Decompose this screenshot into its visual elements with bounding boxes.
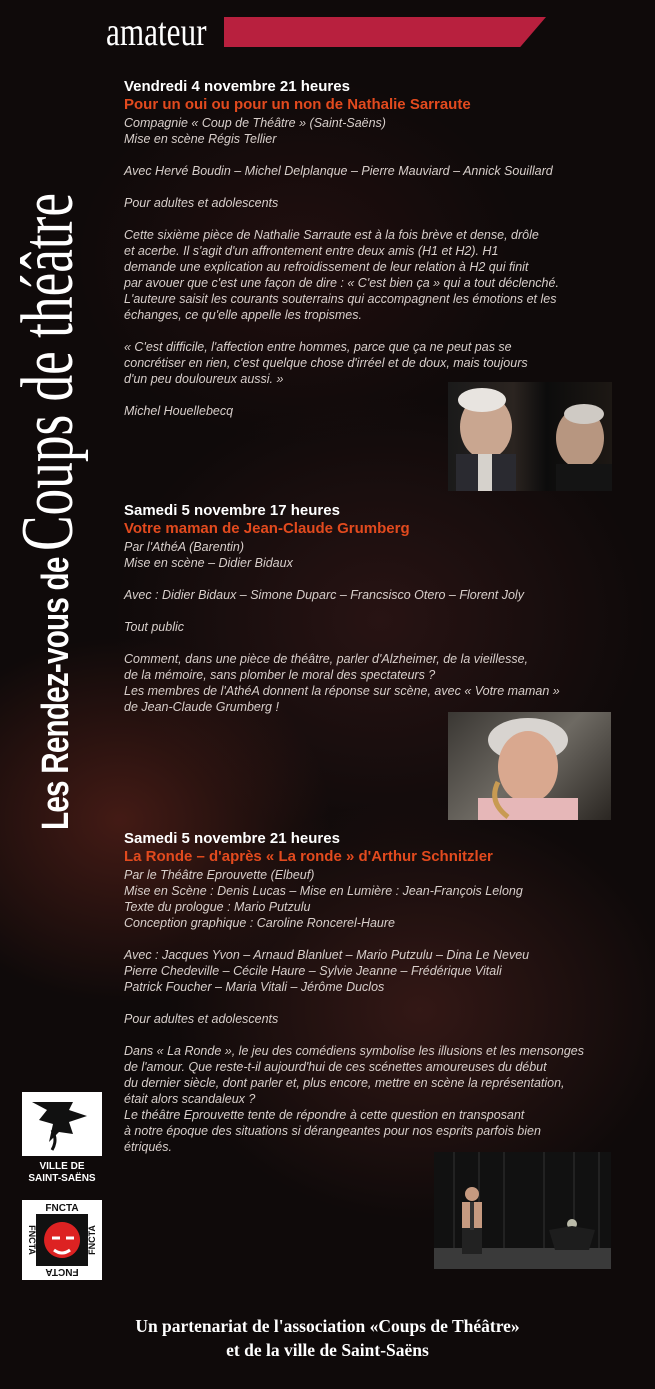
ville-line1: VILLE DE [39,1161,85,1172]
description-line: Michel Houellebecq [124,404,234,418]
description-line: par avouer que c'est une façon de dire : « C'est bien ça » qui a tout déclenché. [124,276,559,290]
description-line: d'un peu douloureux aussi. » [124,372,284,386]
description-line: Tout public [124,620,184,634]
fncta-right: FNCTA [87,1225,97,1255]
description-line: et acerbe. Il s'agit d'un affrontement entre deux amis (H1 et H2). H1 [124,244,499,258]
description-line: Le théâtre Eprouvette tente de répondre à cette question en transposant [124,1108,525,1122]
description-line: de l'amour. Que reste-t-il aujourd'hui de ces scénettes amoureuses du début [124,1060,547,1074]
description-line: Mise en scène Régis Tellier [124,132,277,146]
description-line: Comment, dans une pièce de théâtre, parler d'Alzheimer, de la vieillesse, [124,652,528,666]
line-gap [124,147,639,163]
description-line: Pour adultes et adolescents [124,1012,279,1026]
line-gap [124,211,639,227]
event-2 [124,502,639,715]
line-gap [124,635,639,651]
description-line: Pour adultes et adolescents [124,196,279,210]
description-line: demande une explication au refroidissement de leur relation à H2 qui finit [124,260,529,274]
footer-line-1: Un partenariat de l'association «Coups de Théâtre» [135,1316,520,1336]
photo-old-woman [448,712,611,820]
event-1 [124,78,639,419]
description-line: Pierre Chedeville – Cécile Haure – Sylvie Jeanne – Frédérique Vitali [124,964,502,978]
line-gap [124,995,639,1011]
description-line: Mise en scène – Didier Bidaux [124,556,293,570]
description-line: échanges, ce qu'elle appelle les tropismes. [124,308,362,322]
description-line: Dans « La Ronde », le jeu des comédiens symbolise les illusions et les mensonges [124,1044,584,1058]
event-title: Pour un oui ou pour un non de Nathalie Sarraute [124,96,471,113]
description-line: Texte du prologue : Mario Putzulu [124,900,311,914]
photo-two-men [448,382,612,491]
line-gap [124,603,639,619]
event-description [124,539,639,715]
line-gap [124,931,639,947]
description-line: à notre époque des situations si dérangeantes pour nos esprits parfois bien [124,1124,541,1138]
event-description [124,115,639,419]
title-main: Coups de théâtre [7,192,89,551]
description-line: Mise en Scène : Denis Lucas – Mise en Lumière : Jean-François Lelong [124,884,523,898]
description-line: du dernier siècle, dont parler et, plus encore, mettre en scène la représentation, [124,1076,565,1090]
fncta-logo [22,1200,102,1280]
fncta-bottom: FNCTA [45,1266,79,1277]
description-line: Par le Théâtre Eprouvette (Elbeuf) [124,868,315,882]
description-line: était alors scandaleux ? [124,1092,256,1106]
line-gap [124,323,639,339]
description-line: Cette sixième pièce de Nathalie Sarraute est à la fois brève et dense, drôle [124,228,539,242]
description-line: de Jean-Claude Grumberg ! [124,700,279,714]
description-line: L'auteure saisit les courants souterrains qui accompagnent les émotions et les [124,292,557,306]
footer-line-2: et de la ville de Saint-Saëns [226,1340,429,1360]
photo-stage-performers [434,1152,611,1269]
description-line: Avec : Didier Bidaux – Simone Duparc – Francsisco Otero – Florent Joly [124,588,524,602]
description-line: de la mémoire, sans plomber le moral des spectateurs ? [124,668,436,682]
section-title: amateur [106,9,207,54]
event-date: Vendredi 4 novembre 21 heures [124,78,350,95]
ville-line2: SAINT-SAËNS [28,1173,96,1184]
description-line: concrétiser en rien, c'est quelque chose d'irréel et de doux, mais toujours [124,356,528,370]
description-line: Les membres de l'AthéA donnent la réponse sur scène, avec « Votre maman » [124,684,560,698]
event-title: La Ronde – d'après « La ronde » d'Arthur Schnitzler [124,848,493,865]
description-line: étriqués. [124,1140,172,1154]
event-date: Samedi 5 novembre 17 heures [124,502,340,519]
description-line: Avec Hervé Boudin – Michel Delplanque – Pierre Mauviard – Annick Souillard [124,164,553,178]
accent-bar [224,17,546,47]
description-line: Conception graphique : Caroline Roncerel-Haure [124,916,395,930]
event-description [124,867,639,1155]
description-line: « C'est difficile, l'affection entre hommes, parce que ça ne peut pas se [124,340,512,354]
title-prefix: Les Rendez-vous de [35,557,77,830]
event-3 [124,830,639,1155]
vertical-title [7,10,89,830]
event-title: Votre maman de Jean-Claude Grumberg [124,520,410,537]
line-gap [124,179,639,195]
description-line: Compagnie « Coup de Théâtre » (Saint-Saëns) [124,116,386,130]
ville-saint-saens-logo [22,1092,102,1184]
fncta-top: FNCTA [45,1203,79,1214]
event-date: Samedi 5 novembre 21 heures [124,830,340,847]
description-line: Patrick Foucher – Maria Vitali – Jérôme Duclos [124,980,385,994]
fncta-left: FNCTA [27,1225,37,1255]
description-line: Par l'AthéA (Barentin) [124,540,245,554]
line-gap [124,571,639,587]
description-line: Avec : Jacques Yvon – Arnaud Blanluet – Mario Putzulu – Dina Le Neveu [124,948,530,962]
line-gap [124,1027,639,1043]
